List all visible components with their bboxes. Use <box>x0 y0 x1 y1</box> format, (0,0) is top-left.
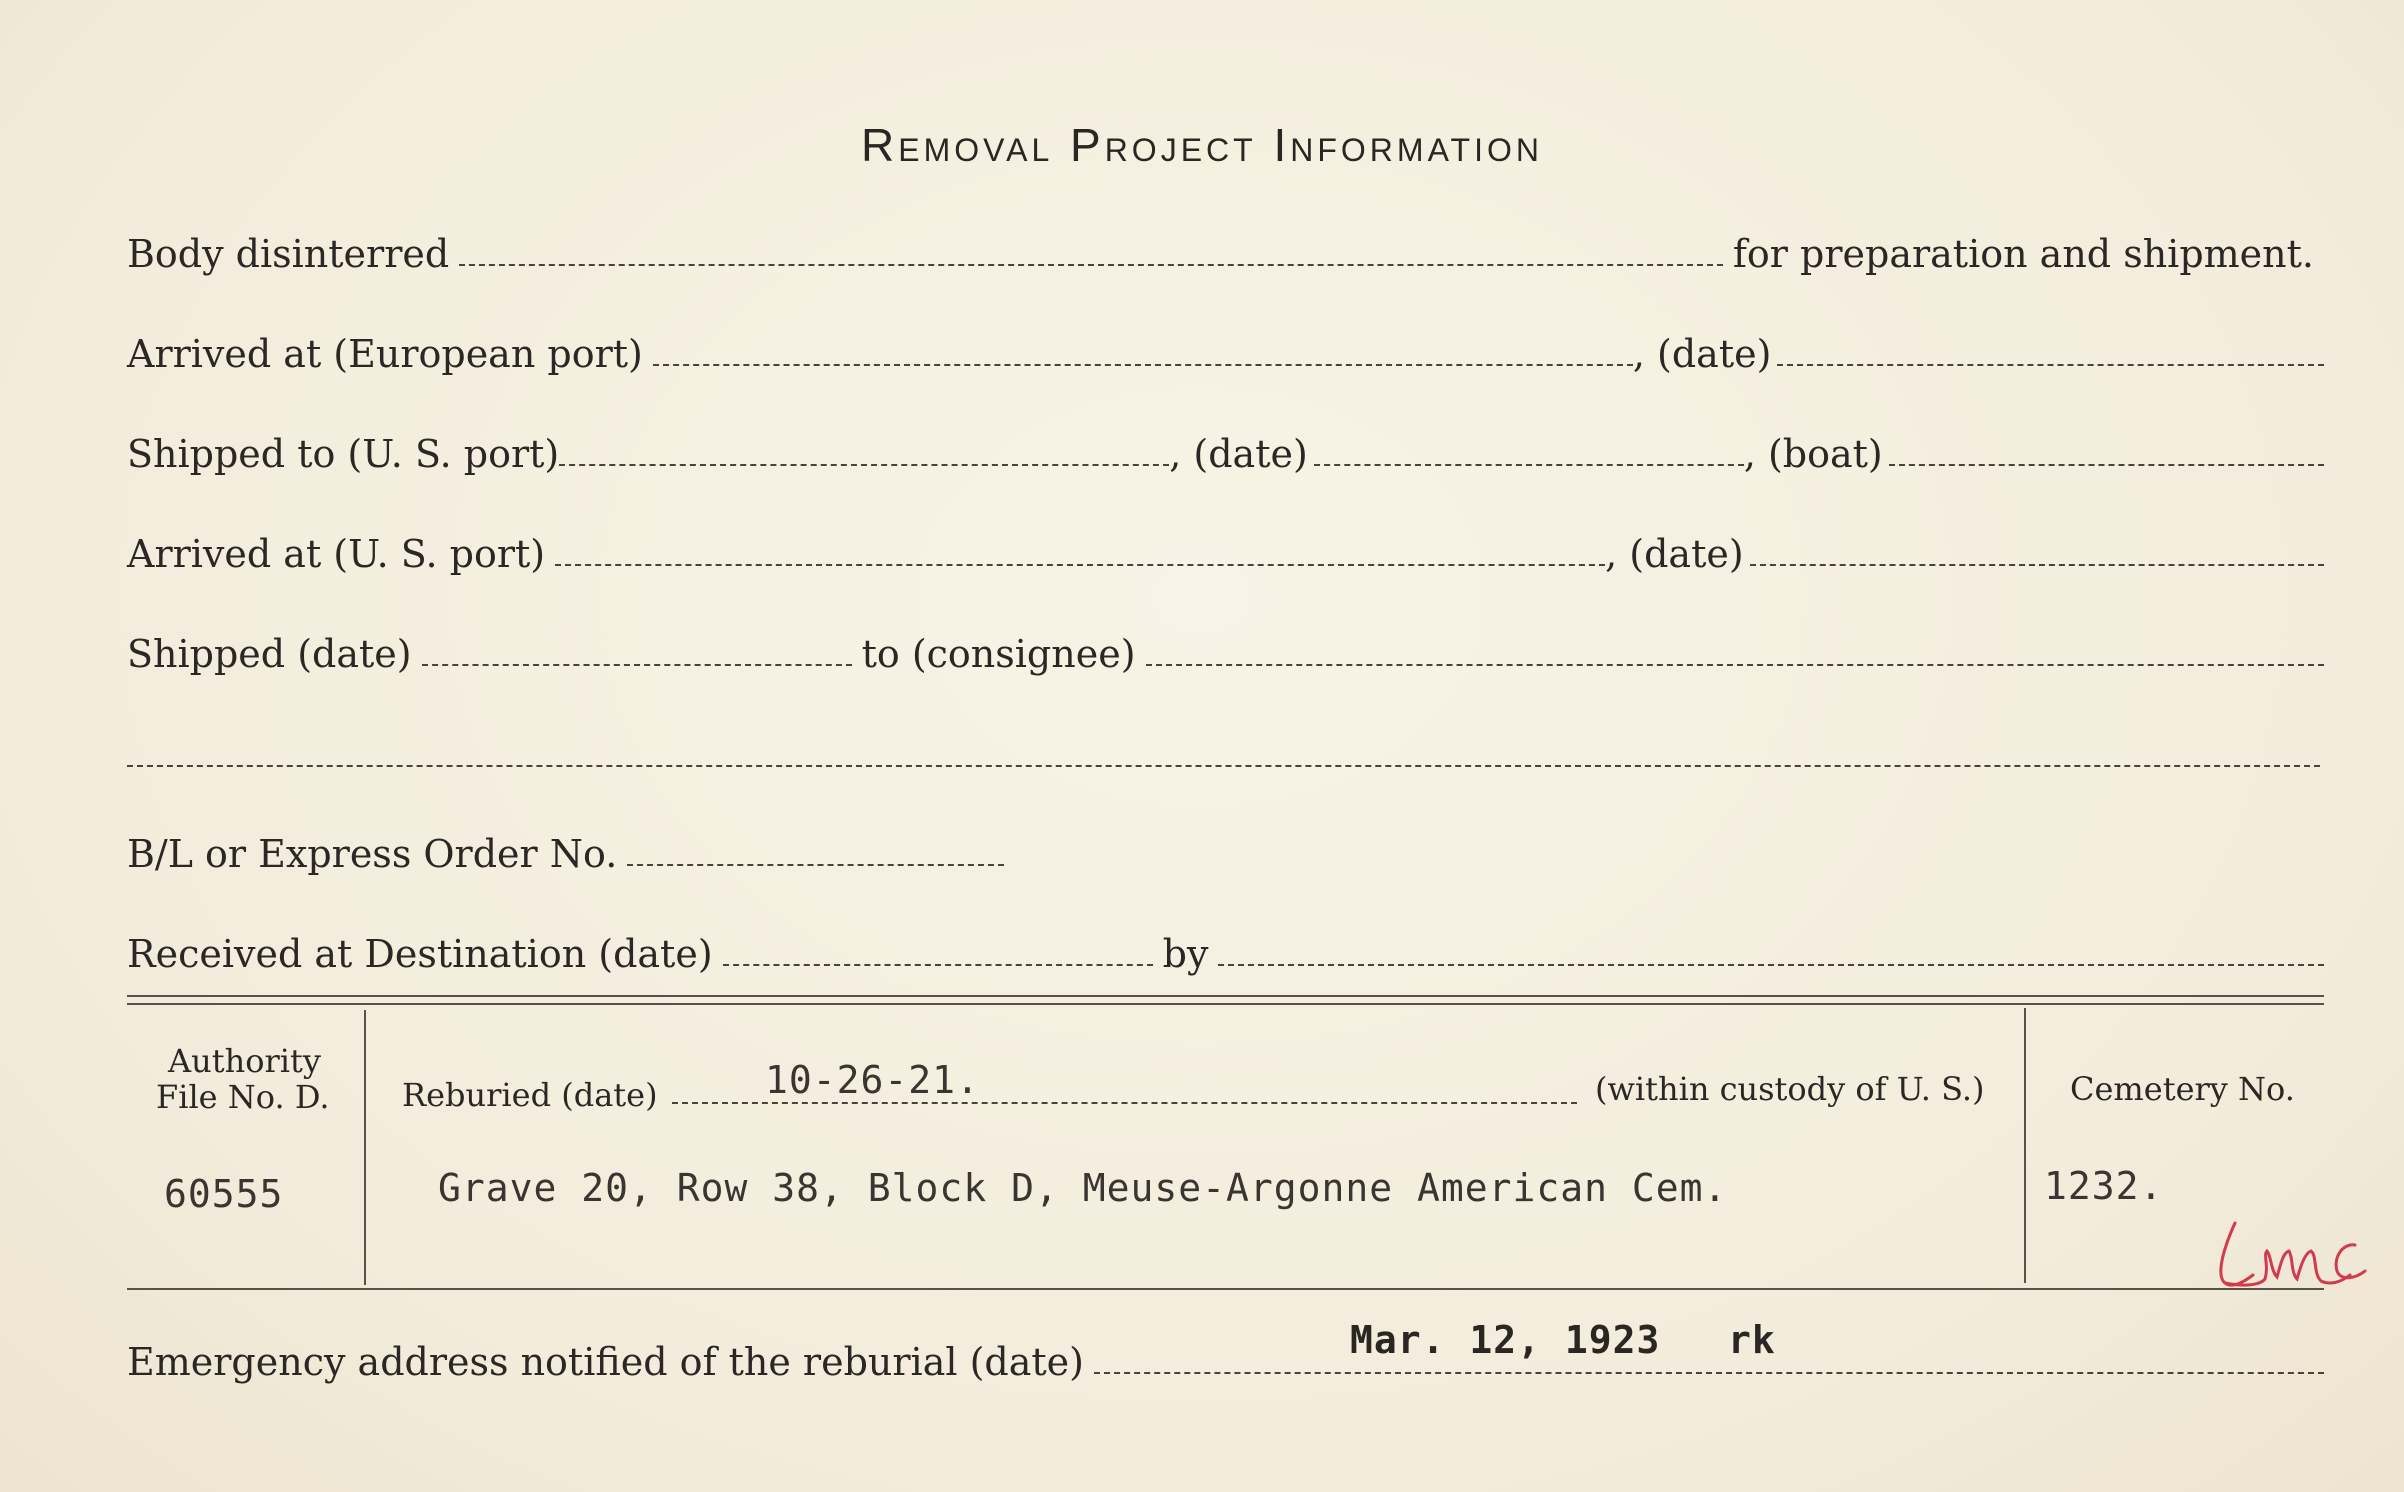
by-label: by <box>1162 932 1209 976</box>
authority-file-value: 60555 <box>164 1172 284 1216</box>
date-field-3 <box>1750 564 2324 566</box>
cemetery-no-label: Cemetery No. <box>2070 1070 2295 1108</box>
file-no-label: File No. D. <box>156 1078 330 1116</box>
row-bl-order <box>127 822 1004 882</box>
custody-label: (within custody of U. S.) <box>1595 1070 1985 1108</box>
shipped-date-label: Shipped (date) <box>127 632 412 676</box>
date-label-1: , (date) <box>1632 332 1772 376</box>
body-disinterred-label: Body disinterred <box>127 232 450 276</box>
grave-location-value: Grave 20, Row 38, Block D, Meuse-Argonne American Cem. <box>438 1166 1728 1210</box>
for-preparation-label: for preparation and shipment. <box>1732 232 2314 276</box>
row-arrived-us <box>127 522 2324 582</box>
row-body-disinterred <box>127 222 2324 282</box>
body-disinterred-field <box>459 264 1723 266</box>
arrived-european-label: Arrived at (European port) <box>127 332 643 376</box>
row-shipped-date <box>127 622 2324 682</box>
bl-order-label: B/L or Express Order No. <box>127 832 618 876</box>
received-destination-label: Received at Destination (date) <box>127 932 713 976</box>
boat-field <box>1889 464 2324 466</box>
reburied-date-value: 10-26-21. <box>765 1058 980 1102</box>
arrived-us-label: Arrived at (U. S. port) <box>127 532 546 576</box>
authority-label: Authority <box>168 1042 321 1080</box>
bl-order-field <box>627 864 1004 866</box>
reburied-date-field <box>672 1102 1577 1104</box>
card-title: Removal Project Information <box>861 119 1543 171</box>
table-top-rule-1 <box>127 995 2324 997</box>
emergency-date-field <box>1094 1372 2324 1374</box>
date-label-3: , (date) <box>1605 532 1744 576</box>
table-divider-right <box>2024 1008 2026 1283</box>
boat-label: , (boat) <box>1743 432 1883 476</box>
table-top-rule-2 <box>127 1003 2324 1005</box>
cemetery-no-value: 1232. <box>2044 1164 2164 1208</box>
received-by-field <box>1218 964 2324 966</box>
date-label-2: , (date) <box>1169 432 1308 476</box>
european-port-field <box>653 364 1633 366</box>
consignee-field <box>1146 664 2324 666</box>
row-received-destination <box>127 922 2324 982</box>
consignee-continuation-field <box>127 765 2320 767</box>
date-field-2 <box>1314 464 1744 466</box>
signature-initials <box>2205 1205 2370 1295</box>
row-shipped-us <box>127 422 2324 482</box>
emergency-label: Emergency address notified of the reburial (date) <box>127 1340 1084 1384</box>
clerk-initials-value: rk <box>1728 1318 1776 1362</box>
emergency-date-value: Mar. 12, 1923 <box>1350 1318 1661 1362</box>
consignee-label: to (consignee) <box>861 632 1136 676</box>
shipped-us-label: Shipped to (U. S. port) <box>127 432 560 476</box>
shipped-date-field <box>422 664 852 666</box>
row-arrived-european <box>127 322 2324 382</box>
row-emergency <box>127 1330 2324 1390</box>
reburied-label: Reburied (date) <box>402 1076 658 1114</box>
table-divider-left <box>364 1010 366 1285</box>
us-port-field <box>559 464 1169 466</box>
date-field-1 <box>1777 364 2324 366</box>
received-date-field <box>723 964 1153 966</box>
arrived-us-port-field <box>555 564 1605 566</box>
table-bottom-rule <box>127 1288 2324 1290</box>
